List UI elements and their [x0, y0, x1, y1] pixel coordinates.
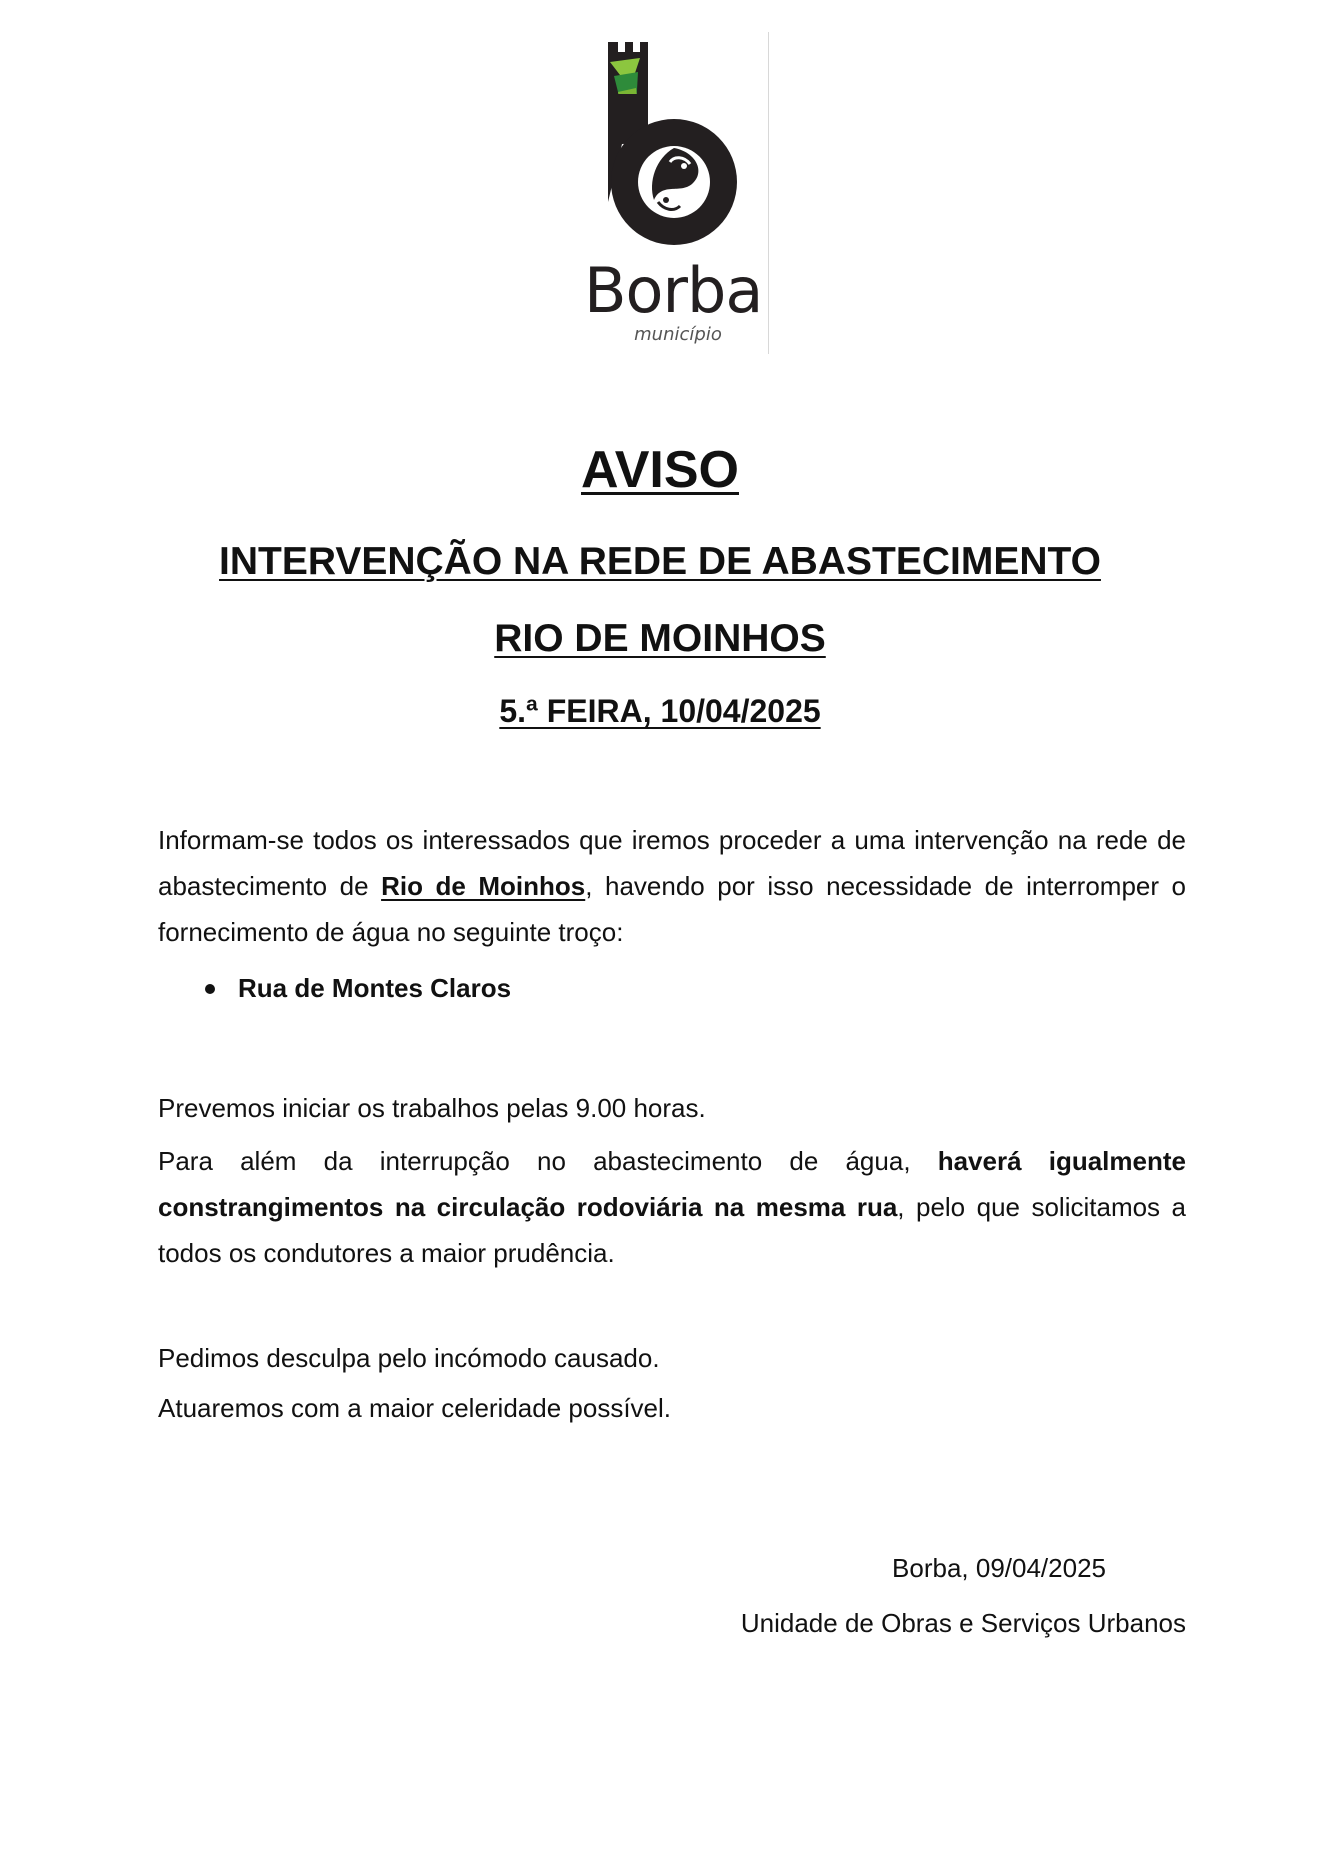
street-name: Rua de Montes Claros [238, 973, 512, 1003]
list-item [158, 965, 511, 1011]
paragraph-intro-location: Rio de Moinhos [381, 871, 586, 901]
notice-subtitle: INTERVENÇÃO NA REDE DE ABASTECIMENTO [219, 540, 1101, 583]
paragraph-traffic-bold: haverá igualmente constrangimentos na circulação rodoviária na mesma rua [158, 1146, 1186, 1222]
notice-date: 5.ª FEIRA, 10/04/2025 [499, 693, 821, 729]
paragraph-traffic [158, 1138, 1186, 1276]
paragraph-traffic-text-2: , pelo que solicitamos a todos os condutores a maior prudência. [158, 1192, 1186, 1268]
borba-municipality-logo [570, 32, 770, 354]
paragraph-traffic-text-1: Para além da interrupção no abastecimento de água, [158, 1146, 938, 1176]
logo-wordmark: Borba [584, 254, 763, 327]
logo-subtitle: município [634, 324, 722, 345]
signature-place-date: Borba, 09/04/2025 [892, 1553, 1106, 1583]
bullet-icon [205, 984, 215, 994]
paragraph-start-time: Prevemos iniciar os trabalhos pelas 9.00 horas. [158, 1093, 706, 1123]
paragraph-apology: Pedimos desculpa pelo incómodo causado. [158, 1343, 660, 1373]
signature-unit: Unidade de Obras e Serviços Urbanos [740, 1608, 1186, 1638]
paragraph-intro [158, 817, 1186, 955]
notice-location: RIO DE MOINHOS [494, 617, 826, 660]
logo-divider [768, 32, 769, 354]
paragraph-intro-text-1: Informam-se todos os interessados que iremos proceder a uma intervenção na rede de abastecimento de [158, 825, 1186, 901]
affected-streets-list [158, 965, 511, 1011]
paragraph-intro-text-2: , havendo por isso necessidade de interromper o fornecimento de água no seguinte troço: [158, 871, 1187, 947]
paragraph-celerity: Atuaremos com a maior celeridade possível. [158, 1393, 672, 1423]
notice-title: AVISO [581, 441, 739, 499]
